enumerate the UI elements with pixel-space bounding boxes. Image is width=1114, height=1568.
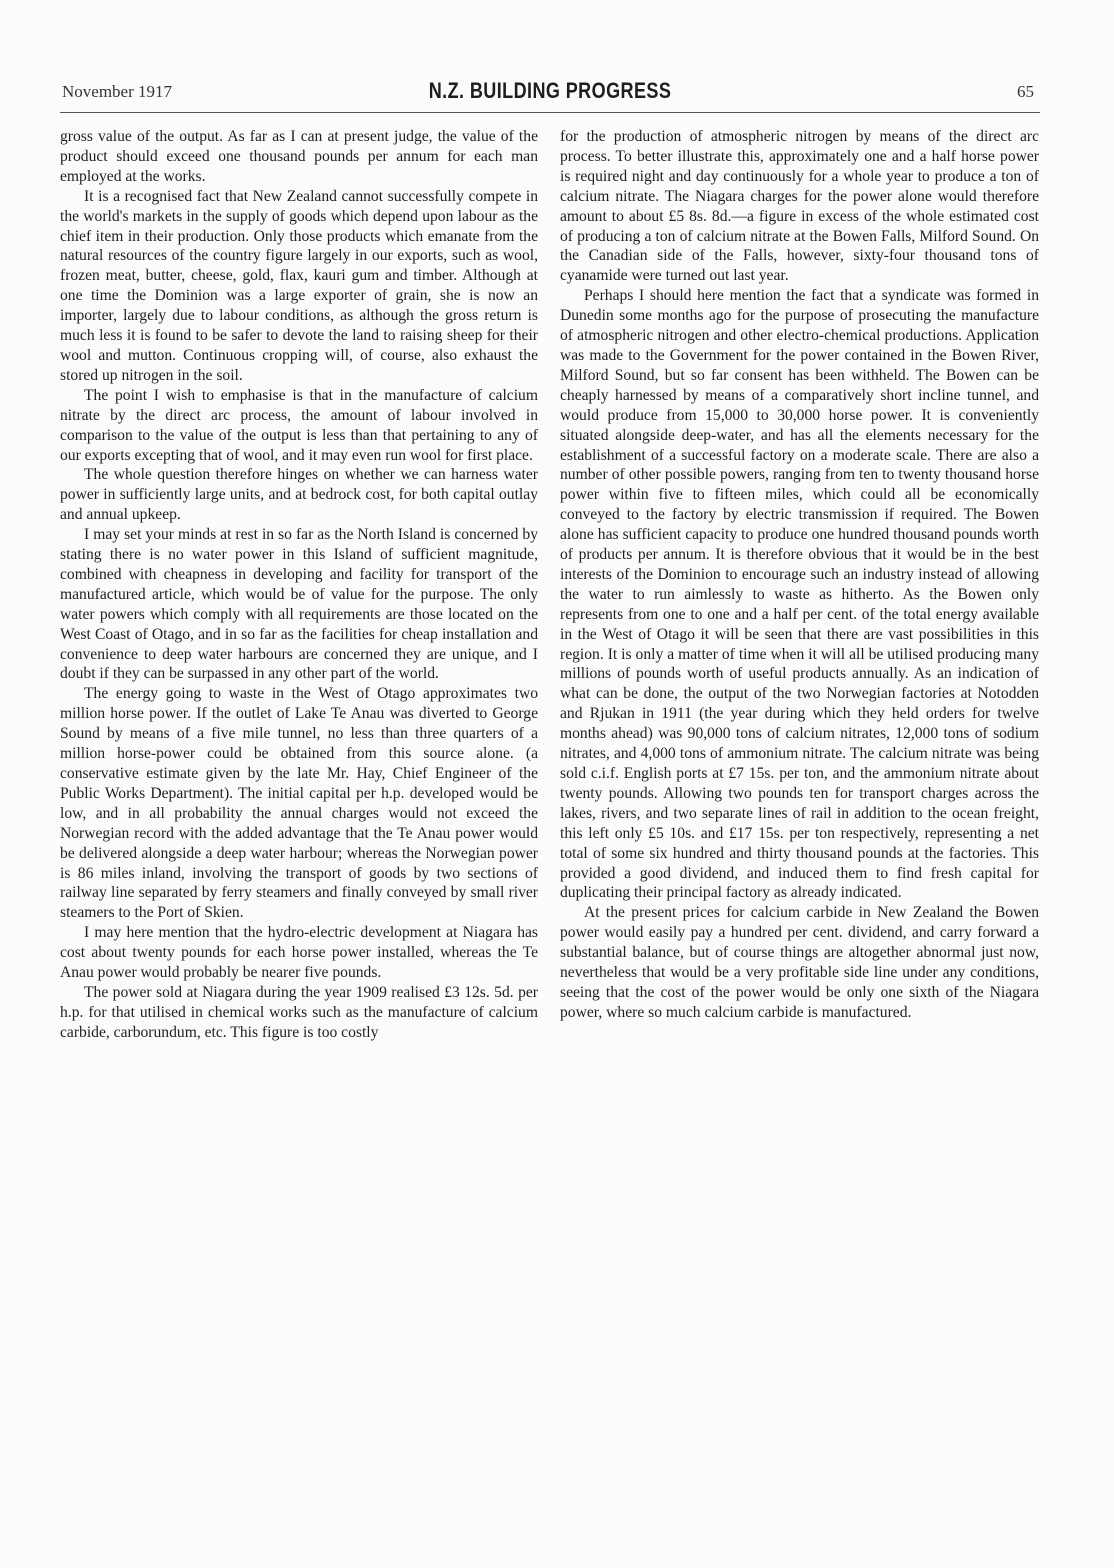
paragraph: The whole question therefore hinges on whether we can harness water power in sufficiently large units, and at bedrock cost, for both capital outlay and annual upkeep. [60, 466, 538, 524]
page-header [60, 78, 1040, 113]
paragraph: gross value of the output. As far as I can at present judge, the value of the product should exceed one thousand pounds per annum for each man employed at the works. [60, 128, 538, 185]
paragraph: I may here mention that the hydro-electric development at Niagara has cost about twenty pounds for each horse power installed, whereas the Te Anau power would probably be nearer five pounds. [60, 924, 538, 982]
paragraph: The energy going to waste in the West of Otago approximates two million horse power. If the outlet of Lake Te Anau was diverted to George Sound by means of a five mile tunnel, no less than three quarters of a million horse-power could be obtained from this source alone. (a conservative estimate given by the late Mr. Hay, Chief Engineer of the Public Works Department). The initial capital per h.p. developed would be low, and in all probability the annual charges would not exceed the Norwegian record with the added advantage that the Te Anau power would be delivered alongside a deep water harbour; whereas the Norwegian power is 86 miles inland, involving the transport of goods by two sections of railway line separated by ferry steamers and finally conveyed by small river steamers to the Port of Skien. [60, 685, 538, 922]
paragraph: I may set your minds at rest in so far as the North Island is concerned by stating there is no water power in this Island of sufficient magnitude, combined with cheapness in developing and facility for transport of the manufactured article, which would be of value for the purpose. The only water powers which comply with all requirements are those located on the West Coast of Otago, and in so far as the facilities for cheap installation and convenience to deep water harbours are concerned they are unique, and I doubt if they can be surpassed in any other part of the world. [60, 526, 538, 683]
publication-title: N.Z. BUILDING PROGRESS [428, 78, 672, 103]
paragraph: The point I wish to emphasise is that in the manufacture of calcium nitrate by the direct arc process, the amount of labour involved in comparison to the value of the output is less than that pertaining to any of our exports excepting that of wool, and it may even run wool for first place. [60, 386, 538, 464]
left-column [60, 127, 538, 1043]
paragraph: At the present prices for calcium carbide in New Zealand the Bowen power would easily pay a hundred per cent. dividend, and carry forward a substantial balance, but of course things are altogether abnormal just now, nevertheless that would be a very profitable side line under any conditions, seeing that the cost of the power would be only one sixth of the Niagara power, where so much calcium carbide is manufactured. [560, 904, 1039, 1021]
issue-date: November 1917 [62, 82, 173, 101]
paragraph: The power sold at Niagara during the year 1909 realised £3 12s. 5d. per h.p. for that utilised in chemical works such as the manufacture of calcium carbide, carborundum, etc. This figure is too costly [60, 983, 538, 1041]
paragraph: It is a recognised fact that New Zealand cannot successfully compete in the world's markets in the supply of goods which depend upon labour as the chief item in their production. Only those products which emanate from the natural resources of the country figure largely in our exports, such as wool, frozen meat, butter, cheese, gold, flax, kauri gum and timber. Although at one time the Dominion was a large exporter of grain, she is now an importer, largely due to labour conditions, as although the gross return is much less it is found to be safer to devote the land to raising sheep for their wool and mutton. Continuous cropping will, of course, also exhaust the stored up nitrogen in the soil. [60, 187, 538, 384]
page-number: 65 [1017, 82, 1034, 101]
paragraph: for the production of atmospheric nitrogen by means of the direct arc process. To better illustrate this, approximately one and a half horse power is required night and day continuously for a whole year to produce a ton of calcium nitrate. The Niagara charges for the power alone would therefore amount to about £5 8s. 8d.—a figure in excess of the whole estimated cost of producing a ton of calcium nitrate at the Bowen Falls, Milford Sound. On the Canadian side of the Falls, however, sixty-four thousand tons of cyanamide were turned out last year. [560, 128, 1039, 285]
paragraph: Perhaps I should here mention the fact that a syndicate was formed in Dunedin some months ago for the purpose of prosecuting the manufacture of atmospheric nitrogen and other electro-chemical productions. Application was made to the Government for the power contained in the Bowen River, Milford Sound, but so far consent has been withheld. The Bowen can be cheaply harnessed by means of a comparatively short incline tunnel, and would produce from 15,000 to 30,000 horse power. It is conveniently situated alongside deep-water, and has all the elements necessary for the establishment of a successful factory on a moderate scale. There are also a number of other possible powers, ranging from ten to twenty thousand horse power within five to fifteen miles, which could all be economically conveyed to the factory by electric transmission if required. The Bowen alone has sufficient capacity to produce one hundred thousand pounds worth of products per annum. It is therefore obvious that it would be in the best interests of the Dominion to encourage such an industry instead of allowing the water to run aimlessly to waste as hitherto. As the Bowen only represents from one to one and a half per cent. of the total energy available in the West of Otago it will be seen that there are vast possibilities in this region. It is only a matter of time when it will all be utilised producing many millions of pounds worth of useful products annually. As an indication of what can be done, the output of the two Norwegian factories at Notodden and Rjukan in 1911 (the year during which they held orders for twelve months ahead) was 90,000 tons of calcium nitrates, 12,000 tons of sodium nitrates, and 4,000 tons of ammonium nitrate. The calcium nitrate was being sold c.i.f. English ports at £7 15s. per ton, and the ammonium nitrate about twenty pounds. Allowing two pounds ten for transport charges across the lakes, rivers, and two separate lines of rail in addition to the ocean freight, this left only £5 10s. and £17 15s. per ton respectively, representing a net total of some six hundred and thirty thousand pounds at the factories. This provided a good dividend, and induced them to find fresh capital for duplicating their principal factory as already indicated. [560, 287, 1039, 902]
right-column [560, 127, 1039, 1023]
